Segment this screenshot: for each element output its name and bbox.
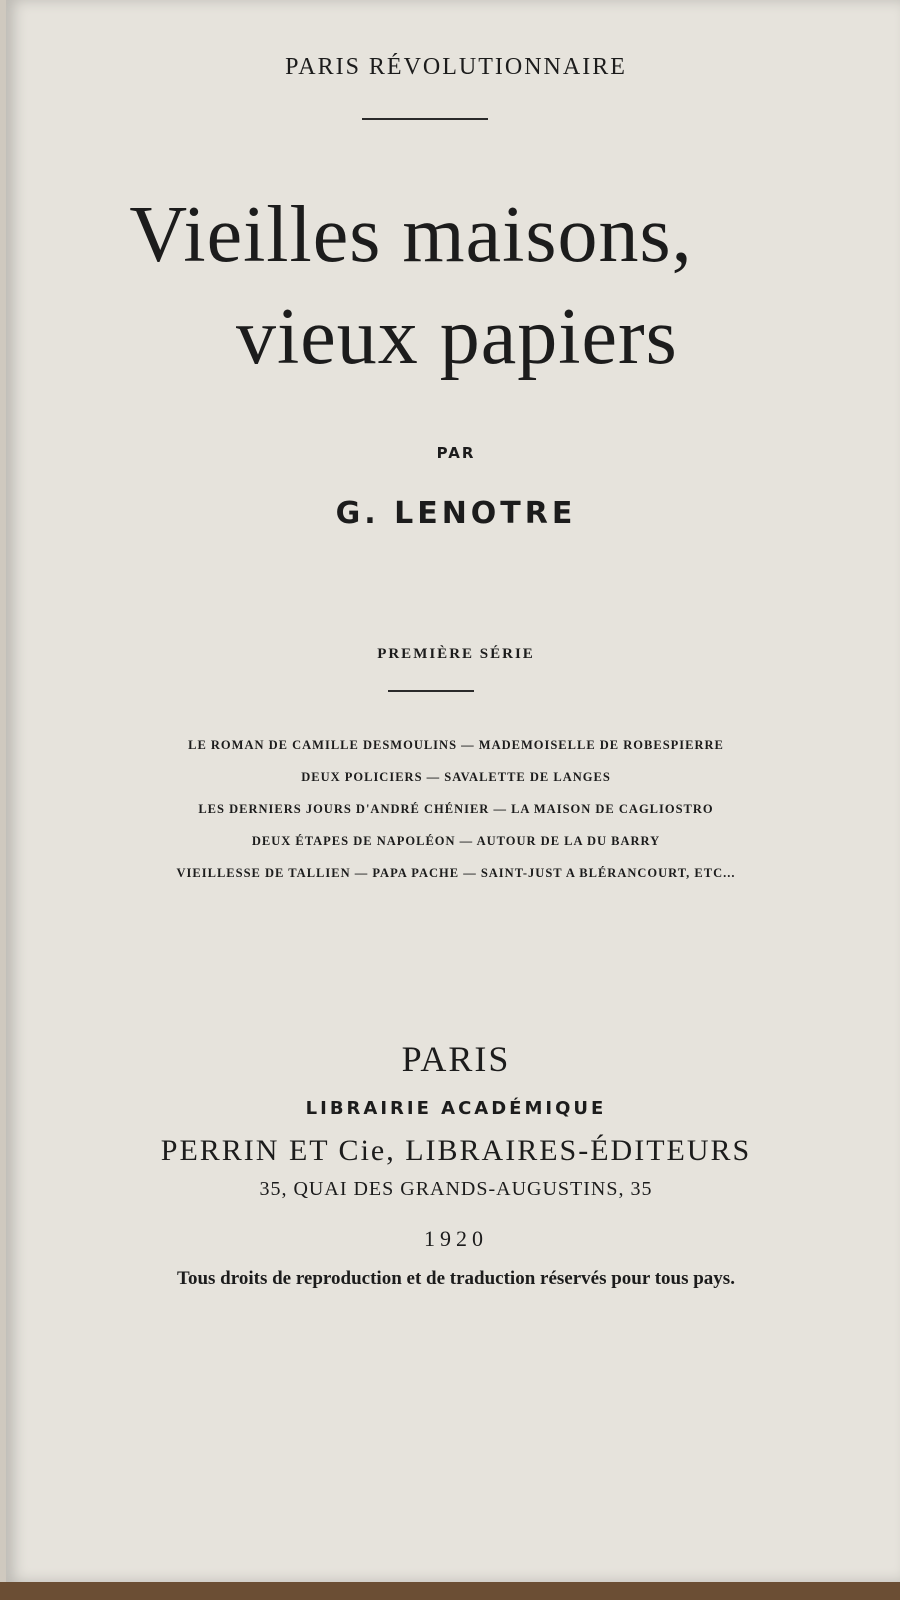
publisher-address: 35, QUAI DES GRANDS-AUGUSTINS, 35 (259, 1178, 653, 1200)
publication-year: 1920 (424, 1226, 488, 1251)
contents-line: LES DERNIERS JOURS D'ANDRÉ CHÉNIER — LA MAISON DE CAGLIOSTRO (198, 802, 714, 816)
by-line: PAR (436, 444, 476, 462)
book-title-line-2: vieux papiers (236, 293, 678, 381)
rights-notice: Tous droits de reproduction et de traduction réservés pour tous pays. (177, 1268, 735, 1289)
author-name: G. LENOTRE (335, 496, 577, 531)
title-page (6, 0, 900, 1582)
imprint-name: LIBRAIRIE ACADÉMIQUE (305, 1098, 607, 1119)
divider-rule (362, 118, 488, 120)
divider-rule (388, 690, 474, 692)
contents-line: DEUX ÉTAPES DE NAPOLÉON — AUTOUR DE LA DU BARRY (251, 834, 661, 848)
contents-line: VIEILLESSE DE TALLIEN — PAPA PACHE — SAINT-JUST A BLÉRANCOURT, ETC... (176, 866, 736, 880)
contents-line: DEUX POLICIERS — SAVALETTE DE LANGES (301, 770, 611, 784)
table-surface (0, 1582, 900, 1600)
series-title: PARIS RÉVOLUTIONNAIRE (285, 54, 627, 80)
book-title-line-1: Vieilles maisons, (129, 191, 693, 279)
publication-city: PARIS (401, 1039, 511, 1079)
publisher-name: PERRIN ET Cie, LIBRAIRES-ÉDITEURS (160, 1134, 752, 1167)
contents-line: LE ROMAN DE CAMILLE DESMOULINS — MADEMOISELLE DE ROBESPIERRE (188, 738, 724, 752)
edition-label: PREMIÈRE SÉRIE (377, 646, 535, 662)
